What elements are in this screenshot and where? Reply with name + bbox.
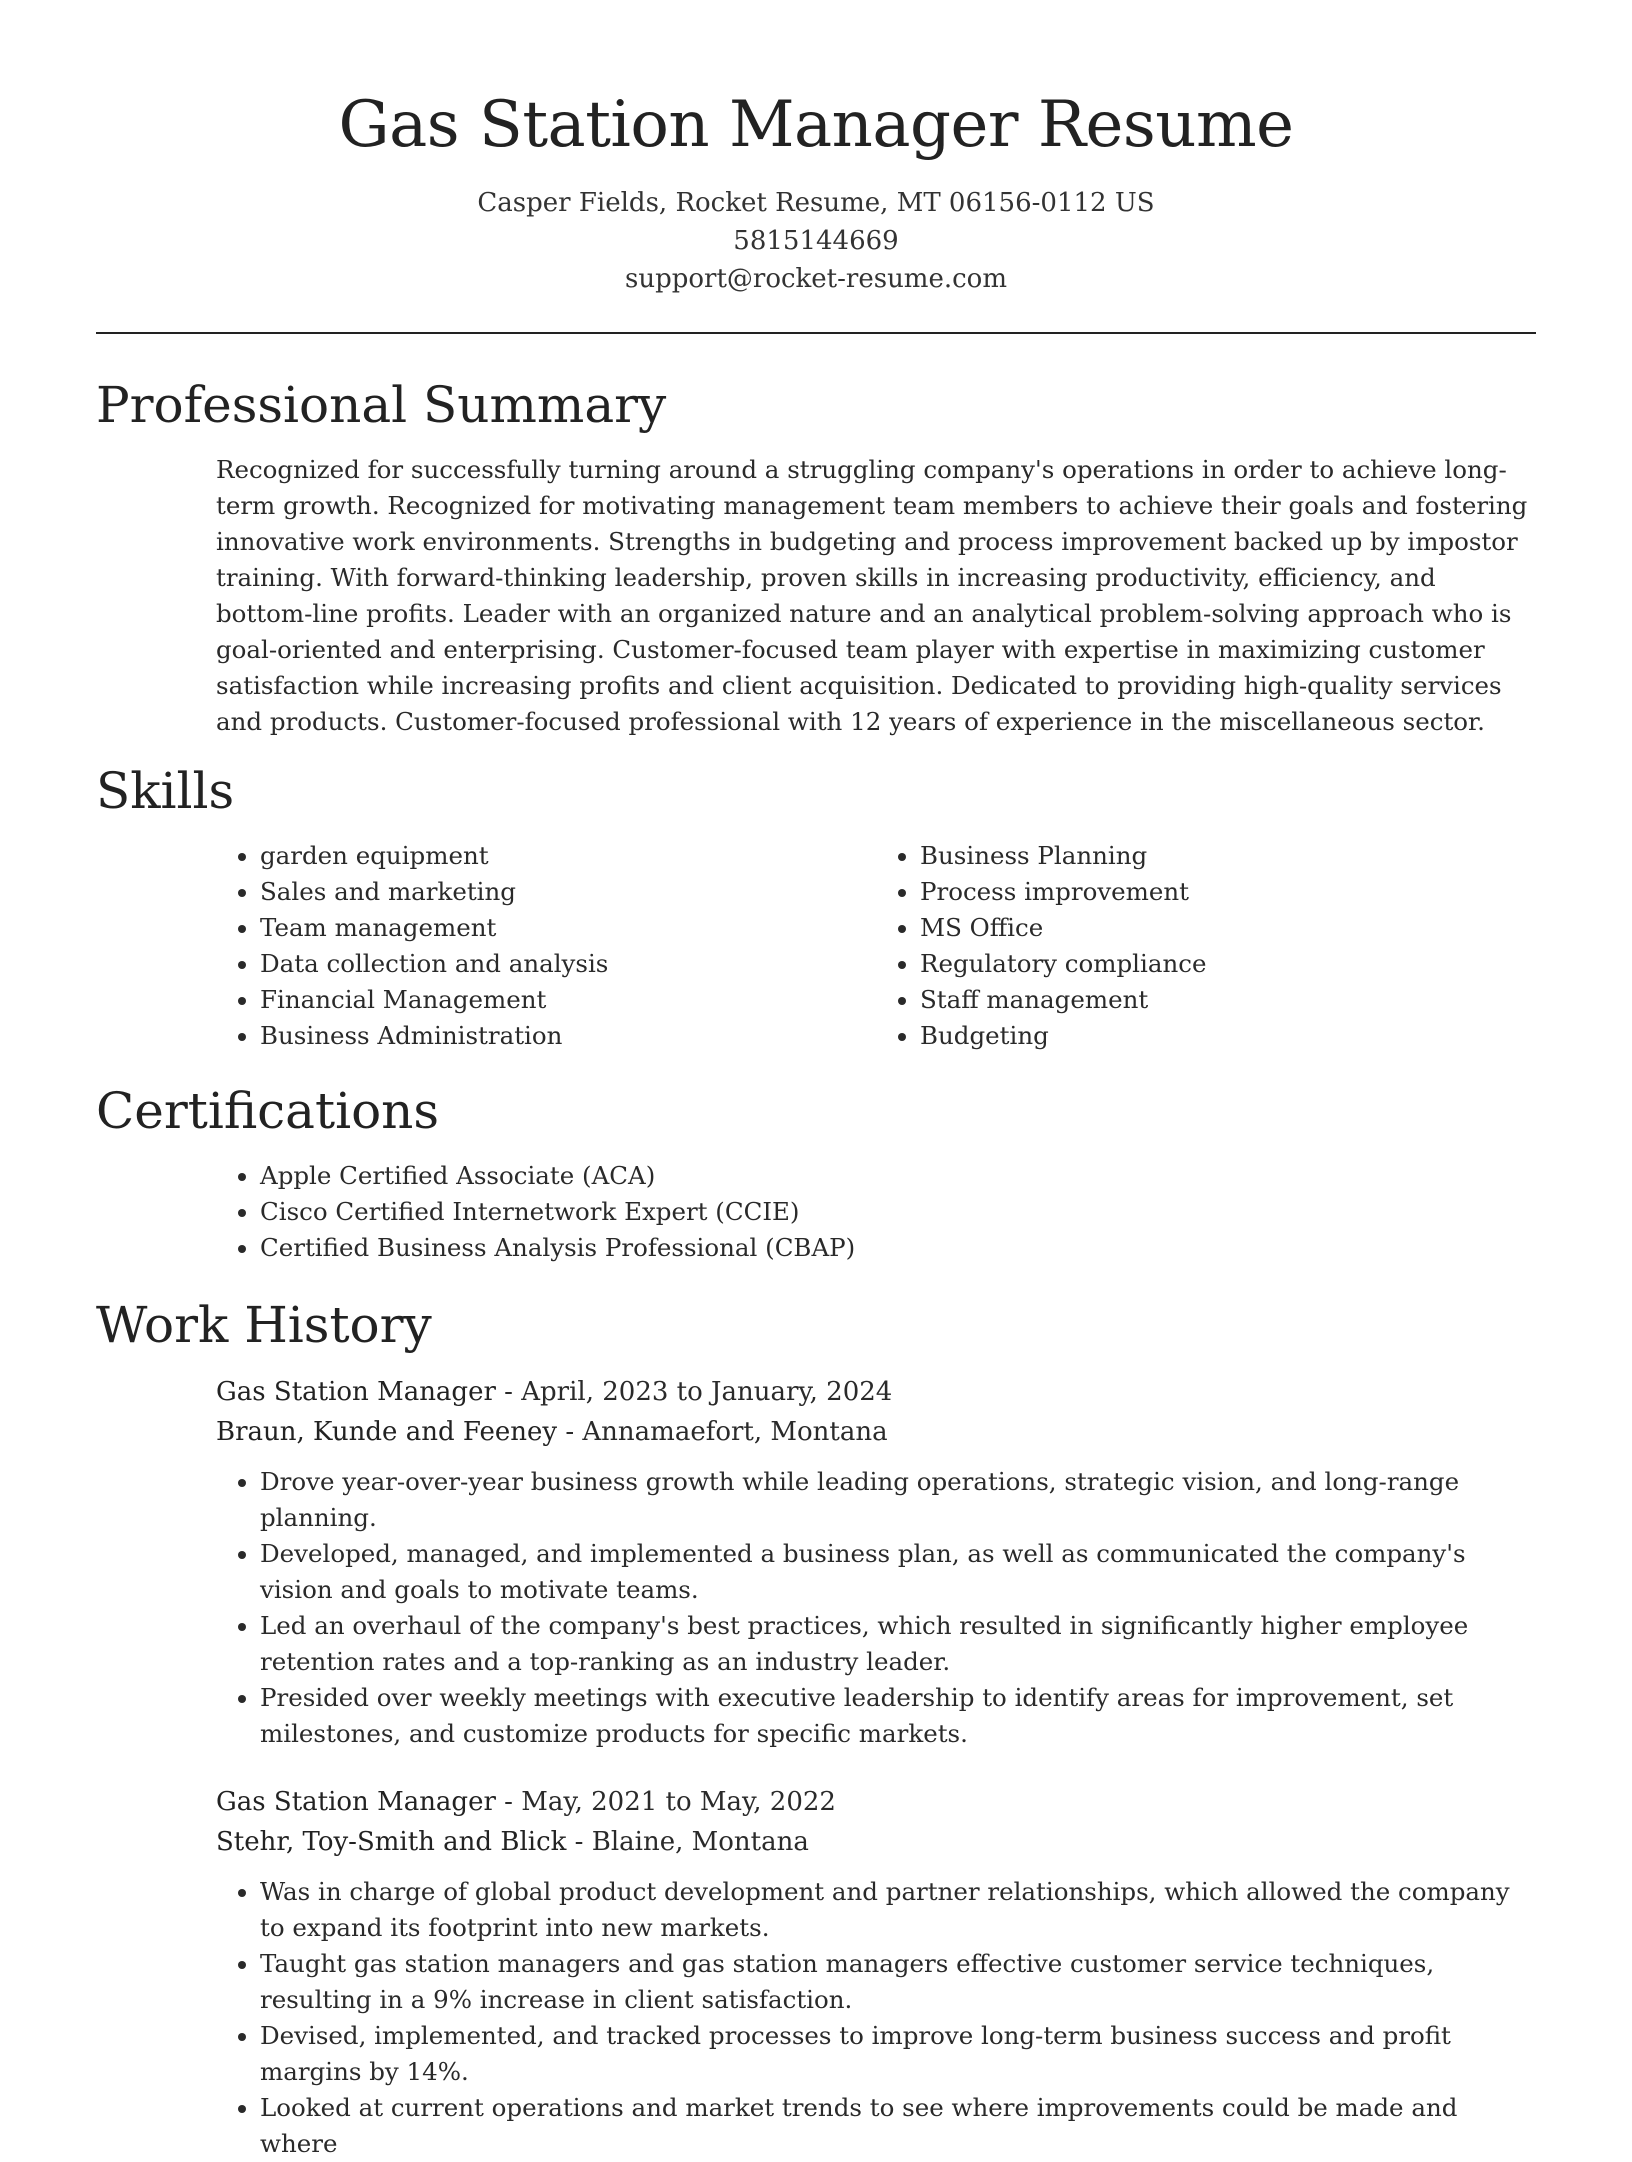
job-duties — [216, 1874, 1536, 2162]
certifications-list — [216, 1158, 1536, 1266]
job-duty: • Drove year-over-year business growth while leading operations, strategic vision, and long-range planning. — [260, 1464, 1536, 1536]
skill-item: • Staff management — [920, 982, 1536, 1018]
job-company: Braun, Kunde and Feeney — [216, 1417, 558, 1447]
job-duty: • Presided over weekly meetings with executive leadership to identify areas for improvement, set milestones, and customize products for specific markets. — [260, 1680, 1536, 1752]
skills-column-left — [216, 838, 876, 1054]
resume-header — [96, 80, 1536, 298]
job-location: Blaine, Montana — [591, 1827, 809, 1857]
skill-item: • Data collection and analysis — [260, 946, 876, 982]
skills-list — [216, 838, 1536, 1054]
work-history-heading: Work History — [96, 1296, 432, 1354]
separator: - — [495, 1377, 522, 1407]
skill-item: • Business Administration — [260, 1018, 876, 1054]
job-duty: • Devised, implemented, and tracked processes to improve long-term business success and profit margins by 14%. — [260, 2018, 1536, 2090]
job-location: Annamaefort, Montana — [582, 1417, 888, 1447]
certification-item: • Cisco Certified Internetwork Expert (CCIE) — [260, 1194, 1536, 1230]
header-divider — [96, 332, 1536, 334]
skill-item: • Budgeting — [920, 1018, 1536, 1054]
skills-column-right — [876, 838, 1536, 1054]
separator: - — [557, 1417, 583, 1447]
job-duty: • Led an overhaul of the company's best practices, which resulted in significantly higher employee retention rates and a top-ranking as an industry leader. — [260, 1608, 1536, 1680]
job-title: Gas Station Manager — [216, 1787, 496, 1817]
job-duty: • Was in charge of global product development and partner relationships, which allowed the company to expand its footprint into new markets. — [260, 1874, 1536, 1946]
skill-item: • Process improvement — [920, 874, 1536, 910]
contact-info — [96, 184, 1536, 298]
job-duty: • Looked at current operations and market trends to see where improvements could be made and where — [260, 2090, 1536, 2162]
job-title: Gas Station Manager — [216, 1377, 496, 1407]
contact-address: Casper Fields, Rocket Resume, MT 06156-0112 US — [477, 188, 1155, 218]
job-dates: May, 2021 to May, 2022 — [521, 1787, 836, 1817]
job-dates: April, 2023 to January, 2024 — [521, 1377, 893, 1407]
skill-item: • MS Office — [920, 910, 1536, 946]
certification-item: • Certified Business Analysis Professional (CBAP) — [260, 1230, 1536, 1266]
skill-item: • Business Planning — [920, 838, 1536, 874]
separator: - — [495, 1787, 522, 1817]
summary-text: Recognized for successfully turning around a struggling company's operations in order to achieve long-term growth. Recognized for motivating management team members to achieve their goals and fostering innovative work environments. Strengths in budgeting and process improvement backed up by impostor training. With forward-thinking leadership, proven skills in increasing productivity, efficiency, and bottom-line profits. Leader with an organized nature and an analytical problem-solving approach who is goal-oriented and enterprising. Customer-focused team player with expertise in maximizing customer satisfaction while increasing profits and client acquisition. Dedicated to providing high-quality services and products. Customer-focused professional with 12 years of experience in the miscellaneous sector. — [216, 455, 1528, 736]
skills-heading: Skills — [96, 762, 235, 820]
job-title-line — [216, 1372, 1536, 1412]
job-duties — [216, 1464, 1536, 1752]
job-duty: • Taught gas station managers and gas station managers effective customer service techniques, resulting in a 9% increase in client satisfaction. — [260, 1946, 1536, 2018]
resume-title: Gas Station Manager Resume — [338, 88, 1294, 162]
job-entry — [216, 1372, 1536, 1752]
separator: - — [566, 1827, 592, 1857]
skill-item: • Sales and marketing — [260, 874, 876, 910]
job-company-line — [216, 1822, 1536, 1862]
skill-item: • Team management — [260, 910, 876, 946]
job-duty: • Developed, managed, and implemented a business plan, as well as communicated the company's vision and goals to motivate teams. — [260, 1536, 1536, 1608]
contact-phone: 5815144669 — [733, 226, 899, 256]
contact-email: support@rocket-resume.com — [624, 264, 1007, 294]
job-entry — [216, 1782, 1536, 2162]
skill-item: • Regulatory compliance — [920, 946, 1536, 982]
resume-page — [96, 80, 1536, 2162]
job-company: Stehr, Toy-Smith and Blick — [216, 1827, 567, 1857]
job-company-line — [216, 1412, 1536, 1452]
job-title-line — [216, 1782, 1536, 1822]
certification-item: • Apple Certified Associate (ACA) — [260, 1158, 1536, 1194]
summary-heading: Professional Summary — [96, 376, 667, 434]
certifications-heading: Certifications — [96, 1082, 440, 1140]
skill-item: • garden equipment — [260, 838, 876, 874]
skill-item: • Financial Management — [260, 982, 876, 1018]
